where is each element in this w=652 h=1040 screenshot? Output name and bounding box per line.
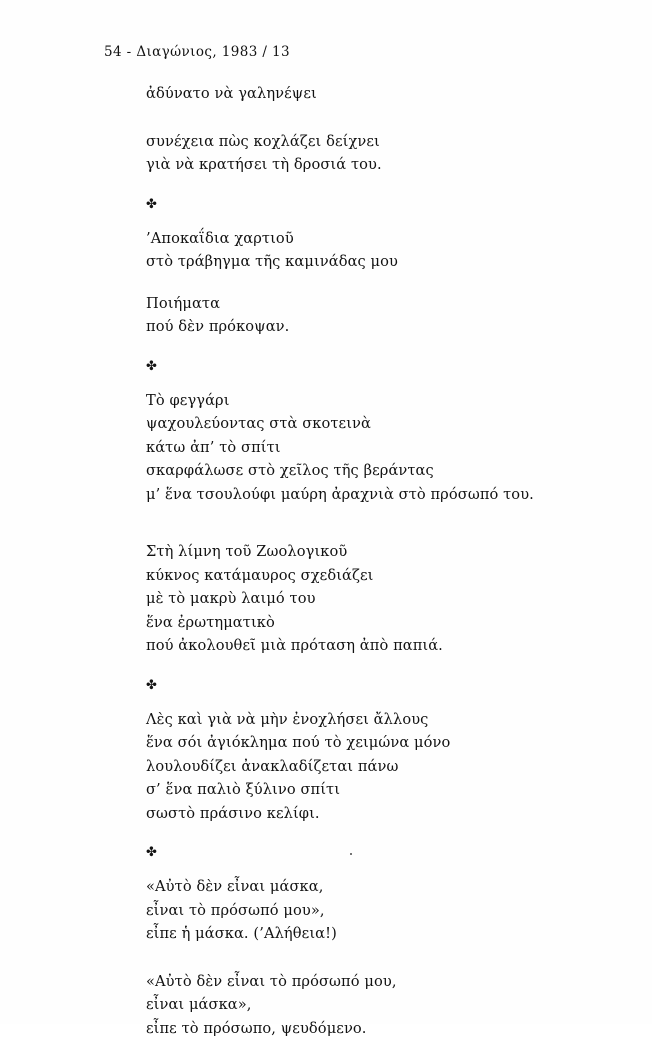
poem-body: [146, 82, 616, 1040]
flower-ornament-icon: ✤: [146, 843, 616, 865]
flower-ornament-icon: ✤: [146, 195, 616, 217]
verse-line: σ’ ἕνα παλιὸ ξύλινο σπίτι: [146, 778, 616, 802]
stanza-gap: [146, 825, 616, 843]
verse-line: εἶναι μάσκα»,: [146, 993, 616, 1017]
stanza-gap: [146, 658, 616, 676]
stanza-gap: [146, 274, 616, 292]
stanza: [146, 970, 616, 1040]
verse-line: εἶπε τὸ πρόσωπο, ψευδόμενο.: [146, 1017, 616, 1040]
verse-line: εἶπε ἡ μάσκα. (’Αλήθεια!): [146, 922, 616, 946]
stanza: [146, 130, 616, 177]
flower-ornament-icon: ✤: [146, 676, 616, 698]
verse-line: ἕνα ἐρωτηματικὸ: [146, 611, 616, 635]
ornament-gap: [146, 865, 616, 875]
verse-line: εἶναι τὸ πρόσωπό μου»,: [146, 899, 616, 923]
ornament-gap: [146, 379, 616, 389]
stanza-gap: [146, 339, 616, 357]
verse-line: Στὴ λίμνη τοῦ Ζωολογικοῦ: [146, 540, 616, 564]
verse-line: συνέχεια πὼς κοχλάζει δείχνει: [146, 130, 616, 154]
stanza: [146, 227, 616, 274]
page-header: 54 - Διαγώνιος, 1983 / 13: [104, 44, 290, 60]
ornament-gap: [146, 698, 616, 708]
verse-line: πού ἀκολουθεῖ μιὰ πρόταση ἀπὸ παπιά.: [146, 634, 616, 658]
verse-line: Ποιήματα: [146, 292, 616, 316]
verse-line: στὸ τράβηγμα τῆς καμινάδας μου: [146, 250, 616, 274]
verse-line: σκαρφάλωσε στὸ χεῖλος τῆς βεράντας: [146, 459, 616, 483]
verse-line: μ’ ἕνα τσουλούφι μαύρη ἀραχνιὰ στὸ πρόσωπό του.: [146, 483, 616, 507]
stanza-gap: [146, 106, 616, 130]
verse-line: «Αὐτὸ δὲν εἶναι τὸ πρόσωπό μου,: [146, 970, 616, 994]
verse-line: ἀδύνατο νὰ γαληνέψει: [146, 82, 616, 106]
verse-line: λουλουδίζει ἀνακλαδίζεται πάνω: [146, 755, 616, 779]
verse-line: ’Αποκαΐδια χαρτιοῦ: [146, 227, 616, 251]
stanza: [146, 708, 616, 826]
stanza: [146, 875, 616, 946]
verse-line: μὲ τὸ μακρὺ λαιμό του: [146, 587, 616, 611]
ornament-gap: [146, 217, 616, 227]
verse-line: ἕνα σόι ἀγιόκλημα πού τὸ χειμώνα μόνο: [146, 731, 616, 755]
stanza: [146, 540, 616, 658]
verse-line: Τὸ φεγγάρι: [146, 389, 616, 413]
verse-line: Λὲς καὶ γιὰ νὰ μὴν ἐνοχλήσει ἄλλους: [146, 708, 616, 732]
flower-ornament-icon: ✤: [146, 357, 616, 379]
stanza: [146, 292, 616, 339]
verse-line: πού δὲν πρόκοψαν.: [146, 315, 616, 339]
verse-line: ψαχουλεύοντας στὰ σκοτεινὰ: [146, 412, 616, 436]
stanza-gap: [146, 506, 616, 540]
verse-line: κύκνος κατάμαυρος σχεδιάζει: [146, 564, 616, 588]
print-speck: [350, 853, 352, 855]
verse-line: «Αὐτὸ δὲν εἶναι μάσκα,: [146, 875, 616, 899]
verse-line: σωστὸ πράσινο κελίφι.: [146, 802, 616, 826]
stanza-gap: [146, 177, 616, 195]
stanza: [146, 82, 616, 106]
verse-line: κάτω ἀπ’ τὸ σπίτι: [146, 436, 616, 460]
stanza-gap: [146, 946, 616, 970]
verse-line: γιὰ νὰ κρατήσει τὴ δροσιά του.: [146, 153, 616, 177]
stanza: [146, 389, 616, 507]
